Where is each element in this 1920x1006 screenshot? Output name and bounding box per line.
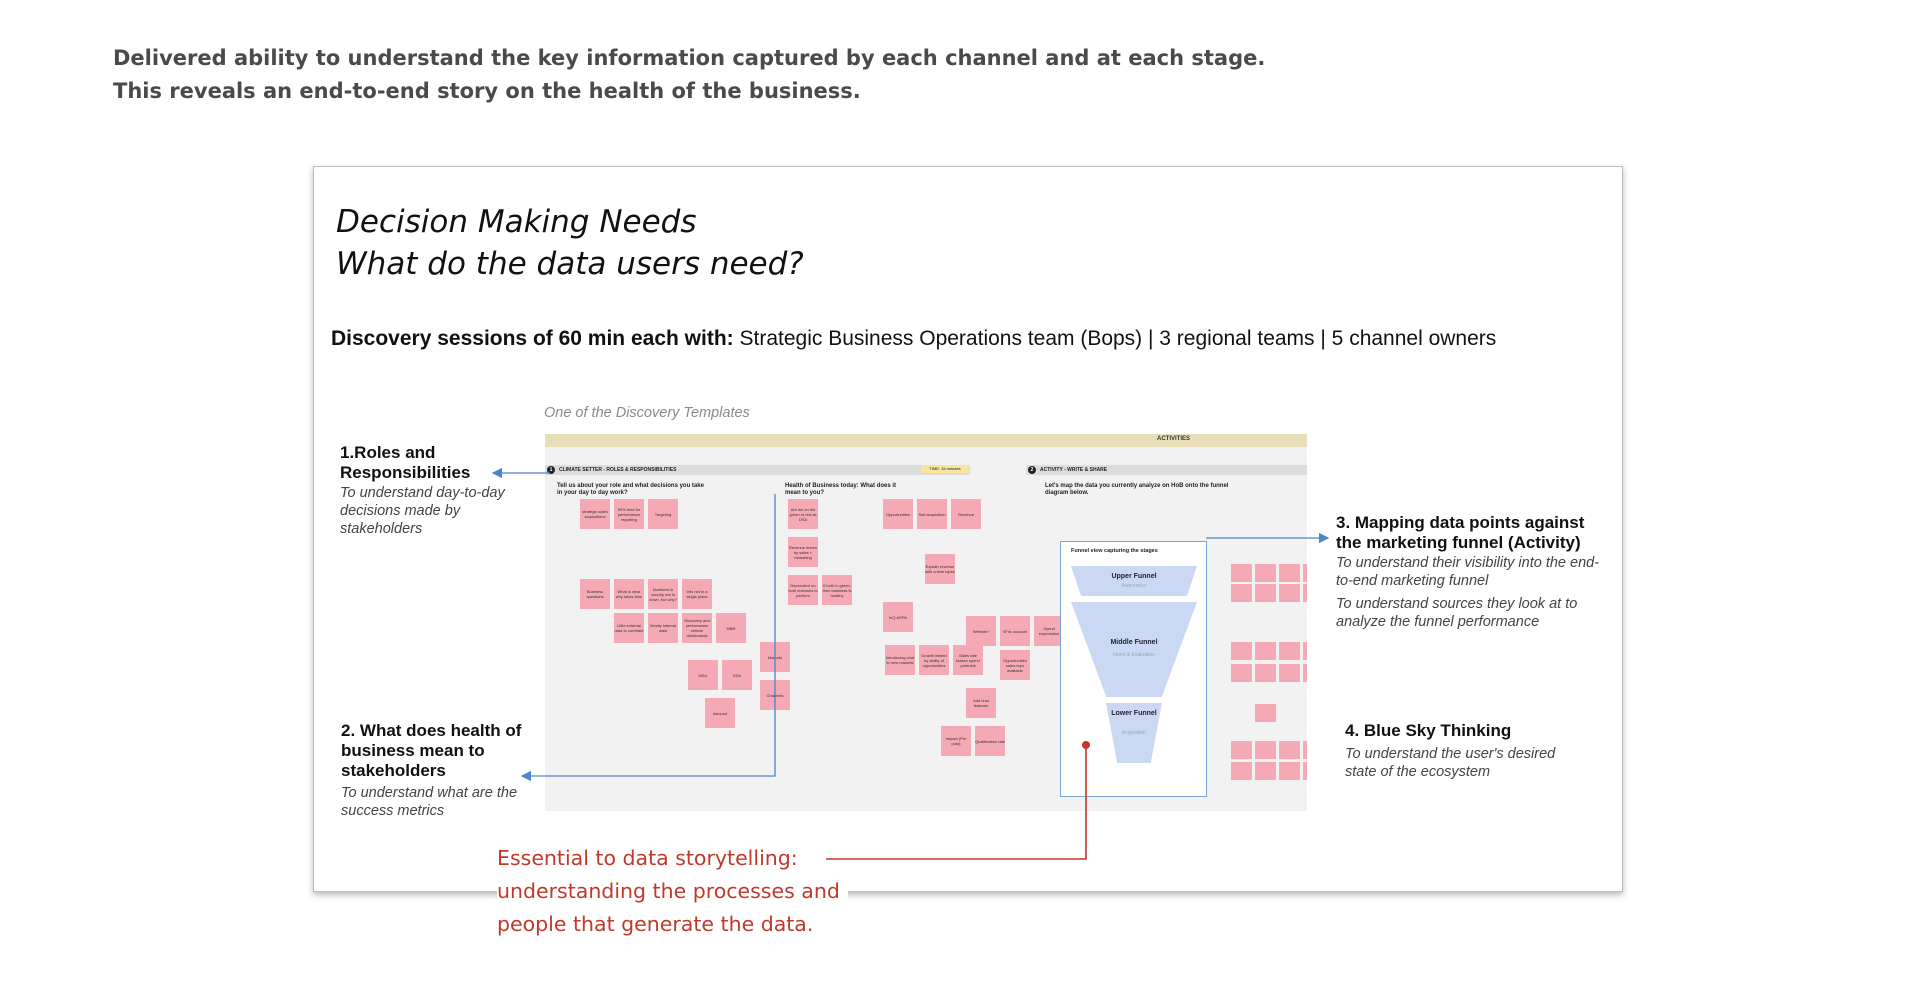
sticky-note: If both in green, then business is healthy (822, 575, 852, 605)
sticky-note: 90% time for performance reporting (614, 499, 644, 529)
upper-funnel-sub: Awareness (1121, 583, 1147, 589)
intro-line-1: Delivered ability to understand the key information captured by each channel and at each stage. (113, 46, 1266, 70)
upper-funnel-label: Upper Funnel (1111, 573, 1157, 580)
sticky-note: Growth limited by ability of opportunities (919, 645, 949, 675)
label-mapping-title: 3. Mapping data points against the marketing funnel (Activity) (1336, 513, 1585, 552)
funnel-header: Funnel view capturing the stages (1071, 548, 1158, 554)
template-caption: One of the Discovery Templates (544, 405, 750, 421)
label-health-desc: To understand what are the success metrics (341, 785, 518, 819)
timer-badge: TIME: 15 minutes (921, 465, 969, 473)
sessions-bold: Discovery sessions of 60 min each with: (331, 327, 734, 350)
question-3: Let's map the data you currently analyze on HoB onto the funnel diagram below. (1045, 483, 1229, 496)
sticky-note: Targeting (648, 499, 678, 529)
sticky-note: Inbound (705, 698, 735, 728)
sticky-note: Mostly internal data (648, 613, 678, 643)
sticky-note: Are we on the green or red as DSA (788, 499, 818, 529)
sticky-note: Numbers in country are is down, but why? (648, 579, 678, 609)
sessions-rest: Strategic Business Operations team (Bops) | 3 regional teams | 5 channel owners (733, 327, 1497, 350)
label-mapping-desc-2: To understand sources they look at to analyze the funnel performance (1336, 596, 1578, 630)
sticky-note: MBR (716, 613, 746, 643)
sticky-note: Introducing chat to new markets (885, 645, 915, 675)
section-bar-1-label: CLIMATE SETTER - ROLES & RESPONSIBILITIES (559, 467, 677, 473)
sticky-note: Explain revenue with a time lapse (925, 554, 955, 584)
label-roles-title: 1.Roles and Responsibilities (340, 443, 471, 482)
sticky-note: Add chat features (966, 688, 996, 718)
sticky-note: Website? (966, 616, 996, 646)
sticky-note: DSA (722, 660, 752, 690)
sticky-note: Self-acquisition (917, 499, 947, 529)
sticky-note: Impact (Per post) (941, 726, 971, 756)
question-2: Health of Business today: What does it mean to you? (785, 483, 897, 496)
label-roles-desc: To understand day-to-day decisions made by stakeholders (340, 485, 505, 537)
activities-banner-label: ACTIVITIES (1157, 436, 1191, 442)
sticky-note: What is clear why takes time (614, 579, 644, 609)
slide-title-line-2: What do the data users need? (336, 246, 804, 282)
sticky-note: Opportunities (883, 499, 913, 529)
section-bar-2-label: ACTIVITY - WRITE & SHARE (1040, 467, 1108, 473)
sticky-note: strategic sales acquisitions (580, 499, 610, 529)
sticky-note: Little external data to correlate (614, 613, 644, 643)
question-1: Tell us about your role and what decisions you take in your day to day work? (557, 483, 704, 496)
label-health-title: 2. What does health of business mean to stakeholders (341, 721, 522, 780)
sticky-note: Spend expectation (1034, 616, 1064, 646)
sticky-note: Qualification rate (975, 726, 1005, 756)
lower-funnel-label: Lower Funnel (1111, 710, 1157, 717)
sticky-note: Business questions (580, 579, 610, 609)
lower-funnel-sub: Acquisition (1121, 730, 1147, 736)
callout-line-1: Essential to data storytelling: (497, 842, 806, 875)
sticky-note: Info not in a single place (682, 579, 712, 609)
sticky-note: Opportunities sales reps available (1000, 650, 1030, 680)
sticky-note: InQ ARPA (883, 602, 913, 632)
middle-funnel-label: Middle Funnel (1110, 639, 1158, 646)
callout-text (497, 842, 848, 941)
label-bluesky-desc: To understand the user's desired state of the ecosystem (1345, 746, 1556, 780)
sticky-note: Revenue driven by sales + marketing (788, 537, 818, 567)
intro-line-2: This reveals an end-to-end story on the health of the business. (113, 79, 861, 103)
sticky-note: Channels (760, 680, 790, 710)
callout-line-3: people that generate the data. (497, 908, 821, 941)
label-mapping-desc-1: To understand their visibility into the end-to-end marketing funnel (1336, 555, 1600, 589)
sticky-note: Dependent on both channels to perform (788, 575, 818, 605)
sticky-note: Markets (760, 642, 790, 672)
section-number-2: 2 (1028, 466, 1036, 474)
sticky-note: SFdc account (1000, 616, 1030, 646)
sticky-note: Sales rate biases spend potential (953, 645, 983, 675)
connector-callout (826, 745, 1086, 859)
section-number-1: 1 (547, 466, 555, 474)
callout-line-2: understanding the processes and (497, 875, 848, 908)
middle-funnel-sub: Intent & Evaluation (1113, 652, 1155, 658)
sticky-note: Revenue (951, 499, 981, 529)
connector-health (522, 494, 775, 776)
sticky-note: Discovery and performance vehicle dashboards (682, 613, 712, 643)
sticky-note: MSU (688, 660, 718, 690)
label-bluesky-title: 4. Blue Sky Thinking (1345, 721, 1512, 740)
slide-title-line-1: Decision Making Needs (336, 204, 697, 240)
